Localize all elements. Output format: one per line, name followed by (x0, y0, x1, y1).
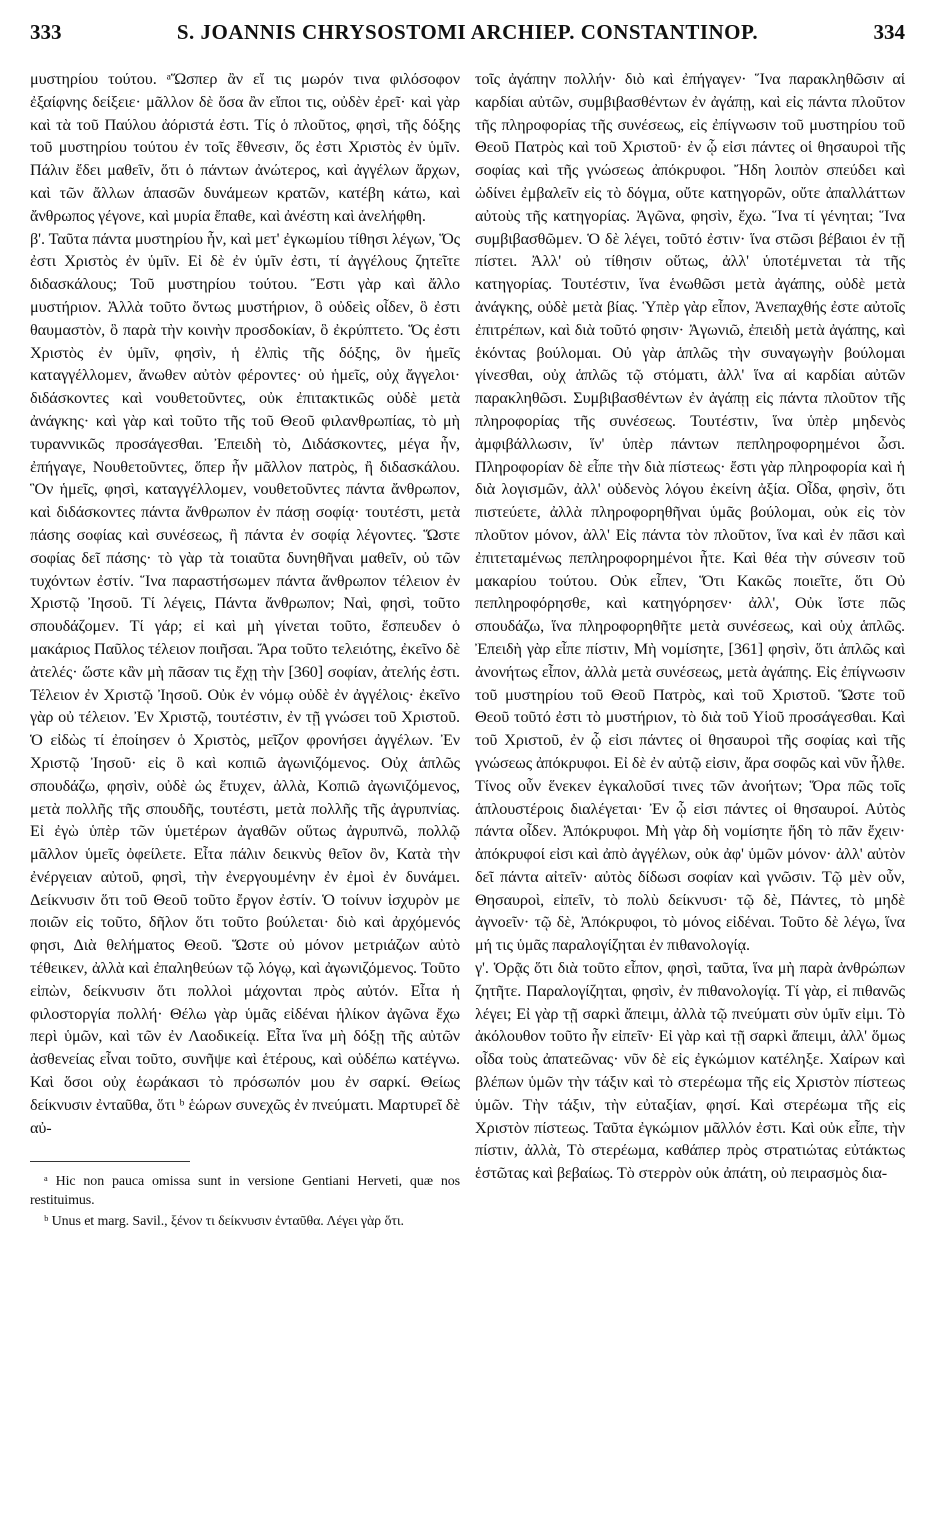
footnote-rule (30, 1161, 190, 1162)
footnote-a: ᵃ Hic non pauca omissa sunt in versione Gentiani Herveti, quæ nos restituimus. (30, 1174, 460, 1209)
right-column (475, 68, 905, 1233)
right-column-text: τοῖς ἀγάπην πολλήν· διὸ καὶ ἐπήγαγεν· Ἵνα παρακληθῶσιν αἱ καρδίαι αὐτῶν, συμβιβασθέντων ἐν ἀγάπῃ, καὶ εἰς πάντα πλοῦτον τῆς πληροφορίας τῆς συνέσεως, εἰς ἐπίγνωσιν τοῦ μυστηρίου τοῦ Θεοῦ Πατρὸς καὶ τοῦ Χριστοῦ· ἐν ᾧ εἰσι πάντες οἱ θησαυροὶ τῆς σοφίας καὶ τῆς γνώσεως ἀπόκρυφοι. Ἤδη λοιπὸν σπεύδει καὶ ὠδίνει ἐμβαλεῖν εἰς τὸ δόγμα, οὔτε κατηγορῶν, οὔτε ἀπαλλάττων αὐτοὺς τῆς κατηγορίας. Ἀγῶνα, φησὶν, ἔχω. Ἵνα τί γένηται; Ἵνα συμβιβασθῶμεν. Ὁ δὲ λέγει, τοῦτό ἐστιν· ἵνα στῶσι βέβαιοι ἐν τῇ πίστει. Ἀλλ' οὐ τίθησιν οὕτως, ἀλλ' ὑποτέμνεται τὰ τῆς κατηγορίας. Τουτέστιν, ἵνα ἑνωθῶσι μετὰ ἀγάπης, οὐδὲ μετὰ ἀνάγκης, οὐδὲ μετὰ βίας. Ὑπὲρ γὰρ εἶπον, Ἀνεπαχθής ἐστε αὐτοῖς ἐπιτρέπων, καὶ διὰ τοῦτό φησιν· Ἀγωνιῶ, ἐπειδὴ μετὰ ἀγάπης, καὶ ἑκόντας βούλομαι. Οὐ γὰρ ἁπλῶς τὴν συναγωγὴν βούλομαι γίνεσθαι, οὐχ ἁπλῶς τῷ στόματι, ἀλλ' ἵνα αἱ καρδίαι αὐτῶν παρακληθῶσι. Συμβιβασθέντων ἐν ἀγάπῃ εἰς πάντα πλοῦτον τῆς πληροφορίας τῆς συνέσεως. Τουτέστιν, ἵνα ὑπὲρ μηδενὸς ἀμφιβάλλωσιν, ἵν' ὑπὲρ πάντων πεπληροφορημένοι ὦσι. Πληροφορίαν δὲ εἶπε τὴν διὰ πίστεως· ἔστι γὰρ πληροφορία καὶ ἡ διὰ λογισμῶν, ἀλλ' οὐδενὸς λόγου ἐκείνη ἀξία. Οἶδα, φησὶν, ὅτι πιστεύετε, ἀλλὰ πληροφορηθῆναι ὑμᾶς βούλομαι, οὐκ εἰς τὸν πλοῦτον μόνον, ἀλλ' Εἰς πάντα τὸν πλοῦτον, ἵνα καὶ ἐν πᾶσι καὶ ἐπιτεταμένως πεπληροφορημένοι ἦτε. Καὶ θέα τὴν σύνεσιν τοῦ μακαρίου τούτου. Οὐκ εἶπεν, Ὅτι Κακῶς ποιεῖτε, ὅτι Οὐ πεπληροφόρησθε, καὶ κατηγόρησεν· ἀλλ', Οὐκ ἴστε πῶς σπουδάζω, ἵνα πληροφορηθῆτε μετὰ συνέσεως, καὶ οὐχ ἁπλῶς. Ἐπειδὴ γὰρ εἶπε πίστιν, Μὴ νομίσητε, [361] φησὶν, ὅτι ἁπλῶς καὶ ἀνονήτως εἶπον, ἀλλὰ μετὰ συνέσεως, μετὰ ἀγάπης. Εἰς ἐπίγνωσιν τοῦ μυστηρίου τοῦ Θεοῦ Πατρὸς, καὶ τοῦ Χριστοῦ. Ὥστε τοῦ Θεοῦ τοῦτό ἐστι τὸ μυστήριον, τὸ διὰ τοῦ Υἱοῦ προσάγεσθαι. Καὶ τοῦ Χριστοῦ, ἐν ᾧ εἰσι πάντες οἱ θησαυροὶ τῆς σοφίας καὶ τῆς γνώσεως ἀπόκρυφοι. Εἰ δὲ ἐν αὐτῷ εἰσιν, ἄρα σοφῶς καὶ νῦν ἦλθε. Τίνος οὖν ἕνεκεν ἐγκαλοῦσί τινες τῶν ἀνοήτων; Ὅρα πῶς τοῖς ἁπλουστέροις διαλέγεται· Ἐν ᾧ εἰσι πάντες οἱ θησαυροί. Αὐτὸς πάντα οἶδεν. Ἀπόκρυφοι. Μὴ γὰρ δὴ νομίσητε ἤδη τὸ πᾶν ἔχειν· ἀπόκρυφοί εἰσι καὶ ἀπὸ ἀγγέλων, οὐκ ἀφ' ὑμῶν μόνον· ἀλλ' αὐτὸν δεῖ πάντα αἰτεῖν· αὐτὸς δίδωσι σοφίαν καὶ γνῶσιν. Τῷ μὲν οὖν, Θησαυροὶ, εἰπεῖν, τὸ πολὺ δείκνυσι· τῷ δὲ, Πάντες, τὸ μηδὲ ἀγνοεῖν· τῷ δὲ, Ἀπόκρυφοι, τὸ μόνος εἰδέναι. Τοῦτο δὲ λέγω, ἵνα μή τις ὑμᾶς παραλογίζηται ἐν πιθανολογίᾳ. γ'. Ὁρᾷς ὅτι διὰ τοῦτο εἶπον, φησὶ, ταῦτα, ἵνα μὴ παρὰ ἀνθρώπων ζητῆτε. Παραλογίζηται, φησὶν, ἐν πιθανολογίᾳ. Τί γὰρ, εἰ πιθανῶς λέγει; Εἰ γὰρ τῇ σαρκὶ ἄπειμι, ἀλλὰ τῷ πνεύματι σὺν ὑμῖν εἰμι. Τὸ ἀκόλουθον τοῦτο ἦν εἰπεῖν· Εἰ γὰρ καὶ τῇ σαρκὶ ἄπειμι, ἀλλ' ὅμως οἶδα τοὺς ἀπατεῶνας· νῦν δὲ εἰς ἐγκώμιον κατέληξε. Χαίρων καὶ βλέπων ὑμῶν τὴν τάξιν καὶ τὸ στερέωμα τῆς εἰς Χριστὸν πίστεως ὑμῶν. Τὴν τάξιν, τὴν εὐταξίαν, φησί. Καὶ στερέωμα τῆς εἰς Χριστὸν πίστεως. Ταῦτα ἐγκώμιον μᾶλλόν ἐστι. Καὶ οὐκ εἶπε, τὴν πίστιν, ἀλλὰ, Τὸ στερέωμα, καθάπερ πρὸς στρατιώτας εὐτάκτως ἑστῶτας καὶ βεβαίως. Τὸ στερρὸν οὐκ ἀπάτη, οὐ πειρασμὸς δια- (475, 70, 905, 1183)
left-page-number: 333 (30, 20, 62, 44)
left-column-text: μυστηρίου τούτου. ᵃὭσπερ ἂν εἴ τις μωρόν τινα φιλόσοφον ἐξαίφνης δείξειε· μᾶλλον δὲ ὅσα ἂν εἴποι τις, οὐδὲν ἐρεῖ· καὶ γὰρ καὶ τὰ τοῦ Παύλου ἀόριστά ἐστι. Τίς ὁ πλοῦτος, φησὶ, τῆς δόξης τοῦ μυστηρίου τούτου ἐν τοῖς ἔθνεσιν, ὅς ἐστι Χριστὸς ἐν ὑμῖν. Πάλιν ἔδει μαθεῖν, ὅτι ὁ πάντων ἀνώτερος, καὶ ἀγγέλων ἄρχων, καὶ τῶν ἄλλων ἁπασῶν δυνάμεων κρατῶν, κατέβη κάτω, καὶ ἄνθρωπος γέγονε, καὶ μυρία ἔπαθε, καὶ ἀνέστη καὶ ἀνελήφθη. β'. Ταῦτα πάντα μυστηρίου ἦν, καὶ μετ' ἐγκωμίου τίθησι λέγων, Ὅς ἐστι Χριστὸς ἐν ὑμῖν. Εἰ δὲ ἐν ὑμῖν ἐστι, τί ἀγγέλους ζητεῖτε διδασκάλους; Τοῦ μυστηρίου τούτου. Ἔστι γὰρ καὶ ἄλλο μυστήριον. Ἀλλὰ τοῦτο ὄντως μυστήριον, ὃ οὐδεὶς οἶδεν, ὃ ἐστι θαυμαστὸν, ὃ παρὰ τὴν κοινὴν προσδοκίαν, ὃ ἐκρύπτετο. Ὅς ἐστι Χριστὸς ἐν ὑμῖν, φησὶν, ἡ ἐλπὶς τῆς δόξης, ὃν ἡμεῖς καταγγέλλομεν, ἄνωθεν αὐτὸν φέροντες· οὐ ἡμεῖς, οὐχ ἄγγελοι· διδάσκοντες καὶ νουθετοῦντες, οὐκ ἐπιτακτικῶς οὐδὲ μετὰ ἀνάγκης· καὶ γὰρ καὶ τοῦτο τῆς τοῦ Θεοῦ φιλανθρωπίας, τὸ μὴ τυραννικῶς προσάγεσθαι. Ἐπειδὴ τὸ, Διδάσκοντες, μέγα ἦν, ἐπήγαγε, Νουθετοῦντες, ὅπερ ἦν μᾶλλον πατρὸς, ἢ διδασκάλου. Ὃν ἡμεῖς, φησὶ, καταγγέλλομεν, νουθετοῦντες πάντα ἄνθρωπον, καὶ διδάσκοντες πάντα ἄνθρωπον ἐν πάσῃ σοφίᾳ· τουτέστι, μετὰ πάσης σοφίας καὶ συνέσεως, ἢ πάντα ἐν σοφίᾳ λέγοντες. Ὥστε σοφίας δεῖ πάσης· τὸ γὰρ τὰ τοιαῦτα δυνηθῆναι μαθεῖν, οὐ τῶν τυχόντων ἐστίν. Ἵνα παραστήσωμεν πάντα ἄνθρωπον τέλειον ἐν Χριστῷ Ἰησοῦ. Τί λέγεις, Πάντα ἄνθρωπον; Ναὶ, φησὶ, τοῦτο σπουδάζομεν. Τί γάρ; εἰ καὶ μὴ γίνεται τοῦτο, ἔσπευδεν ὁ μακάριος Παῦλος τέλειον ποιῆσαι. Ἄρα τοῦτο τελειότης, ἐκεῖνο δὲ ἀτελές· ὥστε κἂν μὴ πᾶσαν τις ἔχῃ τὴν [360] σοφίαν, ἀτελής ἐστι. Τέλειον ἐν Χριστῷ Ἰησοῦ. Οὐκ ἐν νόμῳ οὐδὲ ἐν ἀγγέλοις· ἐκεῖνο γὰρ οὐ τέλειον. Ἐν Χριστῷ, τουτέστιν, ἐν τῇ γνώσει τοῦ Χριστοῦ. Ὁ εἰδὼς τί ἐποίησεν ὁ Χριστὸς, μεῖζον φρονήσει ἀγγέλων. Ἐν Χριστῷ Ἰησοῦ· εἰς ὃ καὶ κοπιῶ ἀγωνιζόμενος. Οὐχ ἁπλῶς σπουδάζω, φησὶν, οὐδὲ ὡς ἔτυχεν, ἀλλὰ, Κοπιῶ ἀγωνιζόμενος, μετὰ πολλῆς τῆς σπουδῆς, τουτέστι, μετὰ πολλῆς τῆς ἀγρυπνίας. Εἰ ἐγὼ ὑπὲρ τῶν ὑμετέρων ἀγαθῶν οὕτως ἀγρυπνῶ, πολλῷ μᾶλλον ὑμεῖς ὀφείλετε. Εἶτα πάλιν δεικνὺς θεῖον ὂν, Κατὰ τὴν ἐνέργειαν αὐτοῦ, φησὶ, τὴν ἐνεργουμένην ἐν ἐμοὶ ἐν δυνάμει. Δείκνυσιν ὅτι τοῦ Θεοῦ τοῦτο ἔργον ἐστίν. Ὁ τοίνυν ἰσχυρὸν με ποιῶν εἰς τοῦτο, δῆλον ὅτι τοῦτο βούλεται· διὸ καὶ ἀρχόμενός φησι, Διὰ θελήματος Θεοῦ. Ὥστε οὐ μόνον μετριάζων αὐτὸ τέθεικεν, ἀλλὰ καὶ ἐπαληθεύων τῷ λόγῳ, καὶ ἀγωνιζόμενος. Τοῦτο εἰπὼν, δείκνυσιν ὅτι πολλοὶ μάχονται πρὸς αὐτόν. Εἶτα ἡ φιλοστοργία πολλή· Θέλω γὰρ ὑμᾶς εἰδέναι ἡλίκον ἀγῶνα ἔχω περὶ ὑμῶν, καὶ τῶν ἐν Λαοδικείᾳ. Εἶτα ἵνα μὴ δόξῃ τῆς αὐτῶν ἀσθενείας εἶναι τοῦτο, συνῆψε καὶ ἑτέρους, καὶ οὐδέπω κατέγνω. Καὶ ὅσοι οὐχ ἑωράκασι τὸ πρόσωπόν μου ἐν σαρκί. Θείως δείκνυσιν ἐνταῦθα, ὅτι ᵇ ἑώρων συνεχῶς ἐν πνεύματι. Μαρτυρεῖ δὲ αὐ- (30, 70, 460, 1137)
footnote-b: ᵇ Unus et marg. Savil., ξένον τι δείκνυσιν ἐνταῦθα. Λέγει γὰρ ὅτι. (44, 1214, 404, 1230)
right-page-number: 334 (873, 20, 905, 44)
text-columns (30, 68, 905, 1233)
running-title: S. JOANNIS CHRYSOSTOMI ARCHIEP. CONSTANTINOP. (176, 20, 759, 44)
left-column (30, 68, 460, 1233)
page-header (30, 20, 905, 64)
footnotes (30, 1172, 460, 1231)
